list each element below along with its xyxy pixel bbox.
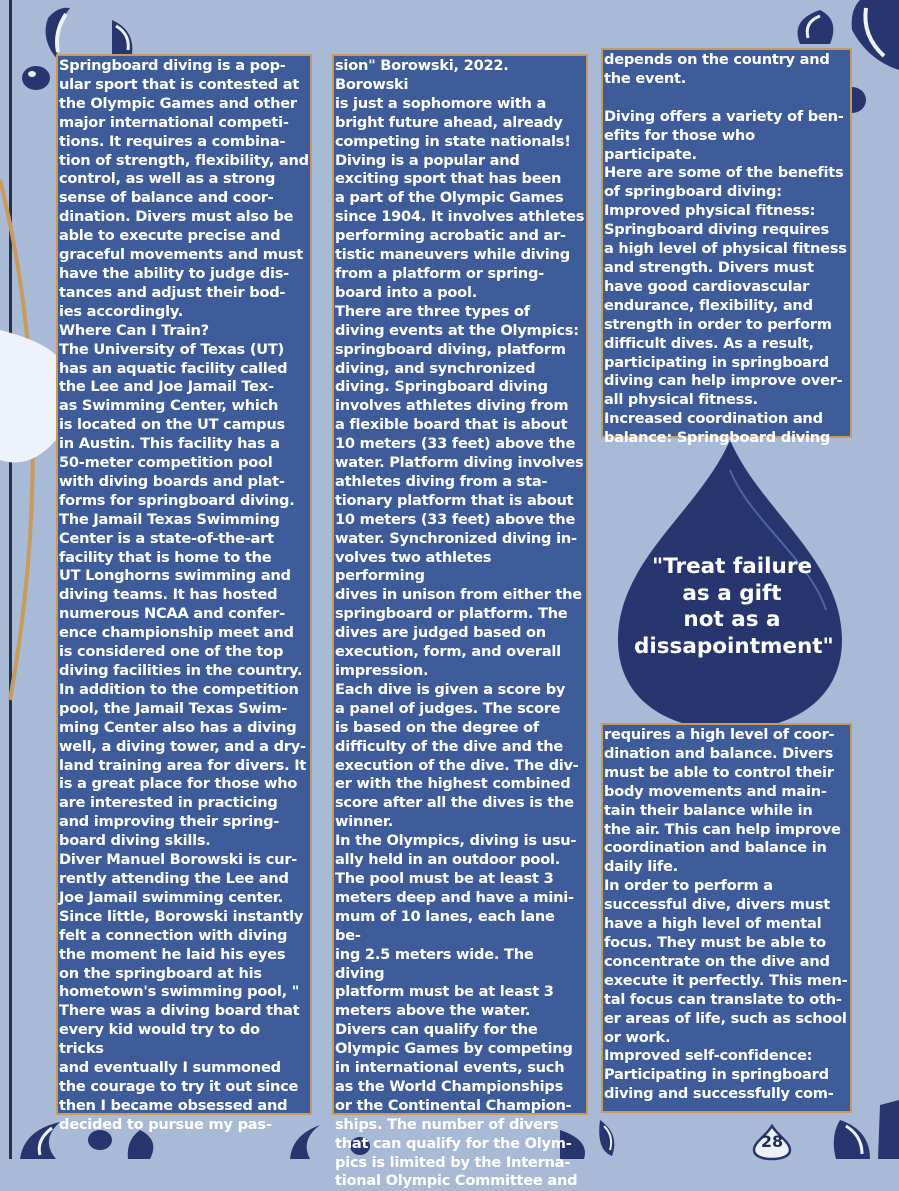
article-column-2 (332, 54, 588, 1115)
column-1-text: Springboard diving is a pop- ular sport that is contested at the Olympic Games and other major international competi- tions. It requires a combina- tion of strength, flexibility, and control, as well as a strong sense of balance and coor- dination. Divers must also be able to execute precise and graceful movements and must have the ability to judge dis- tances and adjust their bod- ies accordingly. Where Can I Train? The University of Texas (UT) has an aquatic facility called the Lee and Joe Jamail Tex- as Swimming Center, which is located on the UT campus in Austin. This facility has a 50-meter competition pool with diving boards and plat- forms for springboard diving. The Jamail Texas Swimming Center is a state-of-the-art facility that is home to the UT Longhorns swimming and diving teams. It has hosted numerous NCAA and confer- ence championship meet and is considered one of the top diving facilities in the country. In addition to the competition pool, the Jamail Texas Swim- ming Center also has a diving well, a diving tower, and a dry- land training area for divers. It is a great place for those who are interested in practicing and improving their spring- board diving skills. Diver Manuel Borowski is cur- rently attending the Lee and Joe Jamail swimming center. Since little, Borowski instantly felt a connection with diving the moment he laid his eyes on the springboard at his hometown's swimming pool, " There was a diving board that every kid would try to do tricks and eventually I summoned the courage to try it out since then I became obsessed and decided to pursue my pas- (59, 57, 309, 1135)
column-3-top-text: depends on the country and the event. Diving offers a variety of ben- efits for those who participate. Here are some of the benefits of springboard diving: Improved physical fitness: Springboard diving requires a high level of physical fitness and strength. Divers must have good cardiovascular endurance, flexibility, and strength in order to perform difficult dives. As a result, participating in springboard diving can help improve over- all physical fitness. Increased coordination and balance: Springboard diving (604, 51, 849, 448)
column-3-bottom-text: requires a high level of coor- dination and balance. Divers must be able to control their body movements and main- tain their balance while in the air. This can help improve coordination and balance in daily life. In order to perform a successful dive, divers must have a high level of mental focus. They must be able to concentrate on the dive and execute it perfectly. This men- tal focus can translate to oth- er areas of life, such as school or work. Improved self-confidence: Participating in springboard diving and successfully com- (604, 726, 849, 1104)
article-column-1 (56, 54, 312, 1115)
white-splash-decoration (0, 330, 56, 463)
article-column-3-top (601, 48, 852, 438)
pull-quote: "Treat failure as a gift not as a dissapointment" (634, 554, 830, 660)
page-number: 28 (756, 1132, 788, 1151)
article-column-3-bottom (601, 723, 852, 1113)
column-2-text: sion" Borowski, 2022. Borowski is just a sophomore with a bright future ahead, already competing in state nationals! Diving is a popular and exciting sport that has been a part of the Olympic Games since 1904. It involves athletes performing acrobatic and ar- tistic maneuvers while diving from a platform or spring- board into a pool. There are three types of diving events at the Olympics: springboard diving, platform diving, and synchronized diving. Springboard diving involves athletes diving from a flexible board that is about 10 meters (33 feet) above the water. Platform diving involves athletes diving from a sta- tionary platform that is about 10 meters (33 feet) above the water. Synchronized diving in- volves two athletes performing dives in unison from either the springboard or platform. The dives are judged based on execution, form, and overall impression. Each dive is given a score by a panel of judges. The score is based on the degree of difficulty of the dive and the execution of the dive. The div- er with the highest combined score after all the dives is the winner. In the Olympics, diving is usu- ally held in an outdoor pool. The pool must be at least 3 meters deep and have a mini- mum of 10 lanes, each lane be- ing 2.5 meters wide. The diving platform must be at least 3 meters above the water. Divers can qualify for the Olympic Games by competing in international events, such as the World Championships or the Continental Champion- ships. The number of divers that can qualify for the Olym- pics is limited by the Interna- tional Olympic Committee and (335, 57, 585, 1191)
